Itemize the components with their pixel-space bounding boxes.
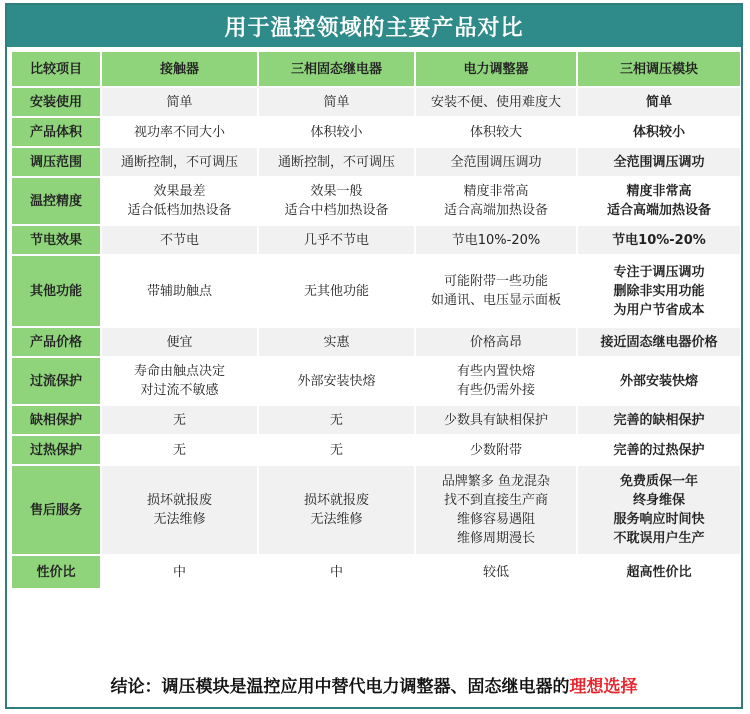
comparison-table xyxy=(10,50,742,590)
cell-line: 简单 xyxy=(645,94,672,110)
table-cell xyxy=(259,226,414,254)
table-cell xyxy=(102,328,257,356)
cell-line: 不节电 xyxy=(159,232,199,248)
cell-line: 价格高昂 xyxy=(469,334,522,350)
cell-line: 终身维保 xyxy=(632,493,685,508)
cell-line: 损坏就报废 xyxy=(146,493,212,508)
cell-line: 寿命由触点决定 xyxy=(133,364,225,379)
cell-line: 服务响应时间快 xyxy=(613,512,705,527)
cell-line: 几乎不节电 xyxy=(303,232,369,248)
cell-line: 外部安装快熔 xyxy=(619,373,698,389)
table-row xyxy=(12,328,740,356)
table-row xyxy=(12,466,740,554)
table-cell xyxy=(259,88,414,116)
cell-line: 全范围调压调功 xyxy=(613,154,705,170)
row-label: 其他功能 xyxy=(12,256,100,326)
row-label: 过热保护 xyxy=(12,436,100,464)
cell-line: 适合高端加热设备 xyxy=(443,203,548,218)
table-cell xyxy=(259,466,414,554)
table-cell xyxy=(578,328,740,356)
table-cell xyxy=(102,118,257,146)
cell-line: 可能附带一些功能 xyxy=(443,274,548,289)
table-cell xyxy=(578,256,740,326)
cell-line: 无其他功能 xyxy=(303,283,369,299)
cell-line: 无 xyxy=(172,442,186,458)
table-row xyxy=(12,178,740,224)
cell-line: 品牌繁多 鱼龙混杂 xyxy=(441,474,551,489)
cell-line: 免费质保一年 xyxy=(619,474,698,489)
cell-line: 不耽误用户生产 xyxy=(613,531,705,546)
table-cell xyxy=(102,406,257,434)
cell-line: 接近固态继电器价格 xyxy=(600,334,718,350)
table-cell xyxy=(102,436,257,464)
table-cell xyxy=(259,436,414,464)
cell-line: 为用户节省成本 xyxy=(613,302,705,318)
table-cell xyxy=(578,406,740,434)
header-cell: 接触器 xyxy=(102,52,257,86)
row-label: 性价比 xyxy=(12,556,100,588)
table-cell xyxy=(259,358,414,404)
header-row xyxy=(12,52,740,86)
table-row xyxy=(12,556,740,588)
cell-line: 删除非实用功能 xyxy=(613,283,705,299)
table-cell xyxy=(102,256,257,326)
table-row xyxy=(12,118,740,146)
row-label: 产品体积 xyxy=(12,118,100,146)
table-cell xyxy=(416,118,576,146)
cell-line: 中 xyxy=(172,564,186,580)
row-label: 安装使用 xyxy=(12,88,100,116)
table-cell xyxy=(578,556,740,588)
row-label: 温控精度 xyxy=(12,178,100,224)
table-cell xyxy=(578,436,740,464)
cell-line: 无 xyxy=(172,412,186,428)
table-cell xyxy=(578,118,740,146)
cell-line: 简单 xyxy=(166,94,193,110)
cell-line: 中 xyxy=(329,564,343,580)
cell-line: 如通讯、电压显示面板 xyxy=(430,293,561,308)
table-cell xyxy=(259,148,414,176)
cell-line: 维修容易遇阻 xyxy=(456,512,535,527)
table-cell xyxy=(416,256,576,326)
row-label: 产品价格 xyxy=(12,328,100,356)
row-label: 调压范围 xyxy=(12,148,100,176)
table-cell xyxy=(102,358,257,404)
table-cell xyxy=(259,556,414,588)
row-label: 节电效果 xyxy=(12,226,100,254)
cell-line: 适合中档加热设备 xyxy=(284,203,389,218)
cell-line: 找不到直接生产商 xyxy=(443,493,548,508)
cell-line: 少数具有缺相保护 xyxy=(443,412,548,428)
table-cell xyxy=(102,178,257,224)
table-cell xyxy=(102,88,257,116)
cell-line: 有些内置快熔 xyxy=(456,364,535,379)
table-cell xyxy=(416,178,576,224)
table-row xyxy=(12,88,740,116)
cell-line: 实惠 xyxy=(323,334,350,350)
table-cell xyxy=(259,118,414,146)
cell-line: 无法维修 xyxy=(153,512,206,527)
table-cell xyxy=(259,256,414,326)
table-row xyxy=(12,358,740,404)
cell-line: 便宜 xyxy=(166,334,193,350)
cell-line: 无 xyxy=(329,442,343,458)
table-cell xyxy=(416,406,576,434)
table-cell xyxy=(578,358,740,404)
table-row xyxy=(12,406,740,434)
table-cell xyxy=(259,328,414,356)
table-cell xyxy=(578,178,740,224)
cell-line: 体积较小 xyxy=(310,124,363,140)
header-cell: 比较项目 xyxy=(12,52,100,86)
header-cell: 三相调压模块 xyxy=(578,52,740,86)
table-cell xyxy=(578,226,740,254)
header-cell: 电力调整器 xyxy=(416,52,576,86)
table-cell xyxy=(259,406,414,434)
conclusion-highlight: 理想选择 xyxy=(569,676,638,697)
cell-line: 外部安装快熔 xyxy=(297,373,376,389)
table-cell xyxy=(578,466,740,554)
cell-line: 完善的缺相保护 xyxy=(613,412,705,428)
cell-line: 无法维修 xyxy=(310,512,363,527)
cell-line: 无 xyxy=(329,412,343,428)
table-cell xyxy=(102,148,257,176)
table-cell xyxy=(416,88,576,116)
table-cell xyxy=(416,436,576,464)
table-cell xyxy=(416,328,576,356)
cell-line: 通断控制，不可调压 xyxy=(120,154,238,170)
table-row xyxy=(12,436,740,464)
cell-line: 精度非常高 xyxy=(626,184,692,199)
cell-line: 节电10%-20% xyxy=(612,232,706,248)
table-cell xyxy=(416,226,576,254)
cell-line: 对过流不敏感 xyxy=(140,383,219,398)
cell-line: 视功率不同大小 xyxy=(133,124,225,140)
row-label: 缺相保护 xyxy=(12,406,100,434)
table-cell xyxy=(102,226,257,254)
cell-line: 专注于调压调功 xyxy=(613,264,705,280)
cell-line: 节电10%-20% xyxy=(451,232,541,248)
cell-line: 损坏就报废 xyxy=(303,493,369,508)
cell-line: 带辅助触点 xyxy=(146,283,212,299)
cell-line: 精度非常高 xyxy=(463,184,529,199)
table-cell xyxy=(578,148,740,176)
cell-line: 少数附带 xyxy=(469,442,522,458)
cell-line: 通断控制，不可调压 xyxy=(277,154,395,170)
table-cell xyxy=(102,466,257,554)
table-cell xyxy=(416,358,576,404)
cell-line: 体积较小 xyxy=(632,124,685,140)
row-label: 售后服务 xyxy=(12,466,100,554)
cell-line: 适合低档加热设备 xyxy=(127,203,232,218)
cell-line: 效果最差 xyxy=(153,184,206,199)
table-cell xyxy=(102,556,257,588)
table-cell xyxy=(416,148,576,176)
cell-line: 全范围调压调功 xyxy=(450,154,542,170)
cell-line: 较低 xyxy=(482,564,509,580)
table-cell xyxy=(416,556,576,588)
comparison-frame xyxy=(5,3,743,709)
row-label: 过流保护 xyxy=(12,358,100,404)
cell-line: 效果一般 xyxy=(310,184,363,199)
conclusion-prefix: 结论：调压模块是温控应用中替代电力调整器、固态继电器的 xyxy=(110,676,570,697)
table-row xyxy=(12,256,740,326)
cell-line: 体积较大 xyxy=(469,124,522,140)
conclusion-text xyxy=(7,661,741,707)
table-cell xyxy=(578,88,740,116)
cell-line: 超高性价比 xyxy=(626,564,692,580)
table-row xyxy=(12,226,740,254)
cell-line: 安装不便、使用难度大 xyxy=(430,94,561,110)
cell-line: 简单 xyxy=(323,94,350,110)
cell-line: 适合高端加热设备 xyxy=(606,203,711,218)
table-cell xyxy=(259,178,414,224)
table-row xyxy=(12,148,740,176)
table-cell xyxy=(416,466,576,554)
cell-line: 完善的过热保护 xyxy=(613,442,705,458)
cell-line: 维修周期漫长 xyxy=(456,531,535,546)
cell-line: 有些仍需外接 xyxy=(456,383,535,398)
header-cell: 三相固态继电器 xyxy=(259,52,414,86)
page-title: 用于温控领域的主要产品对比 xyxy=(7,5,741,47)
